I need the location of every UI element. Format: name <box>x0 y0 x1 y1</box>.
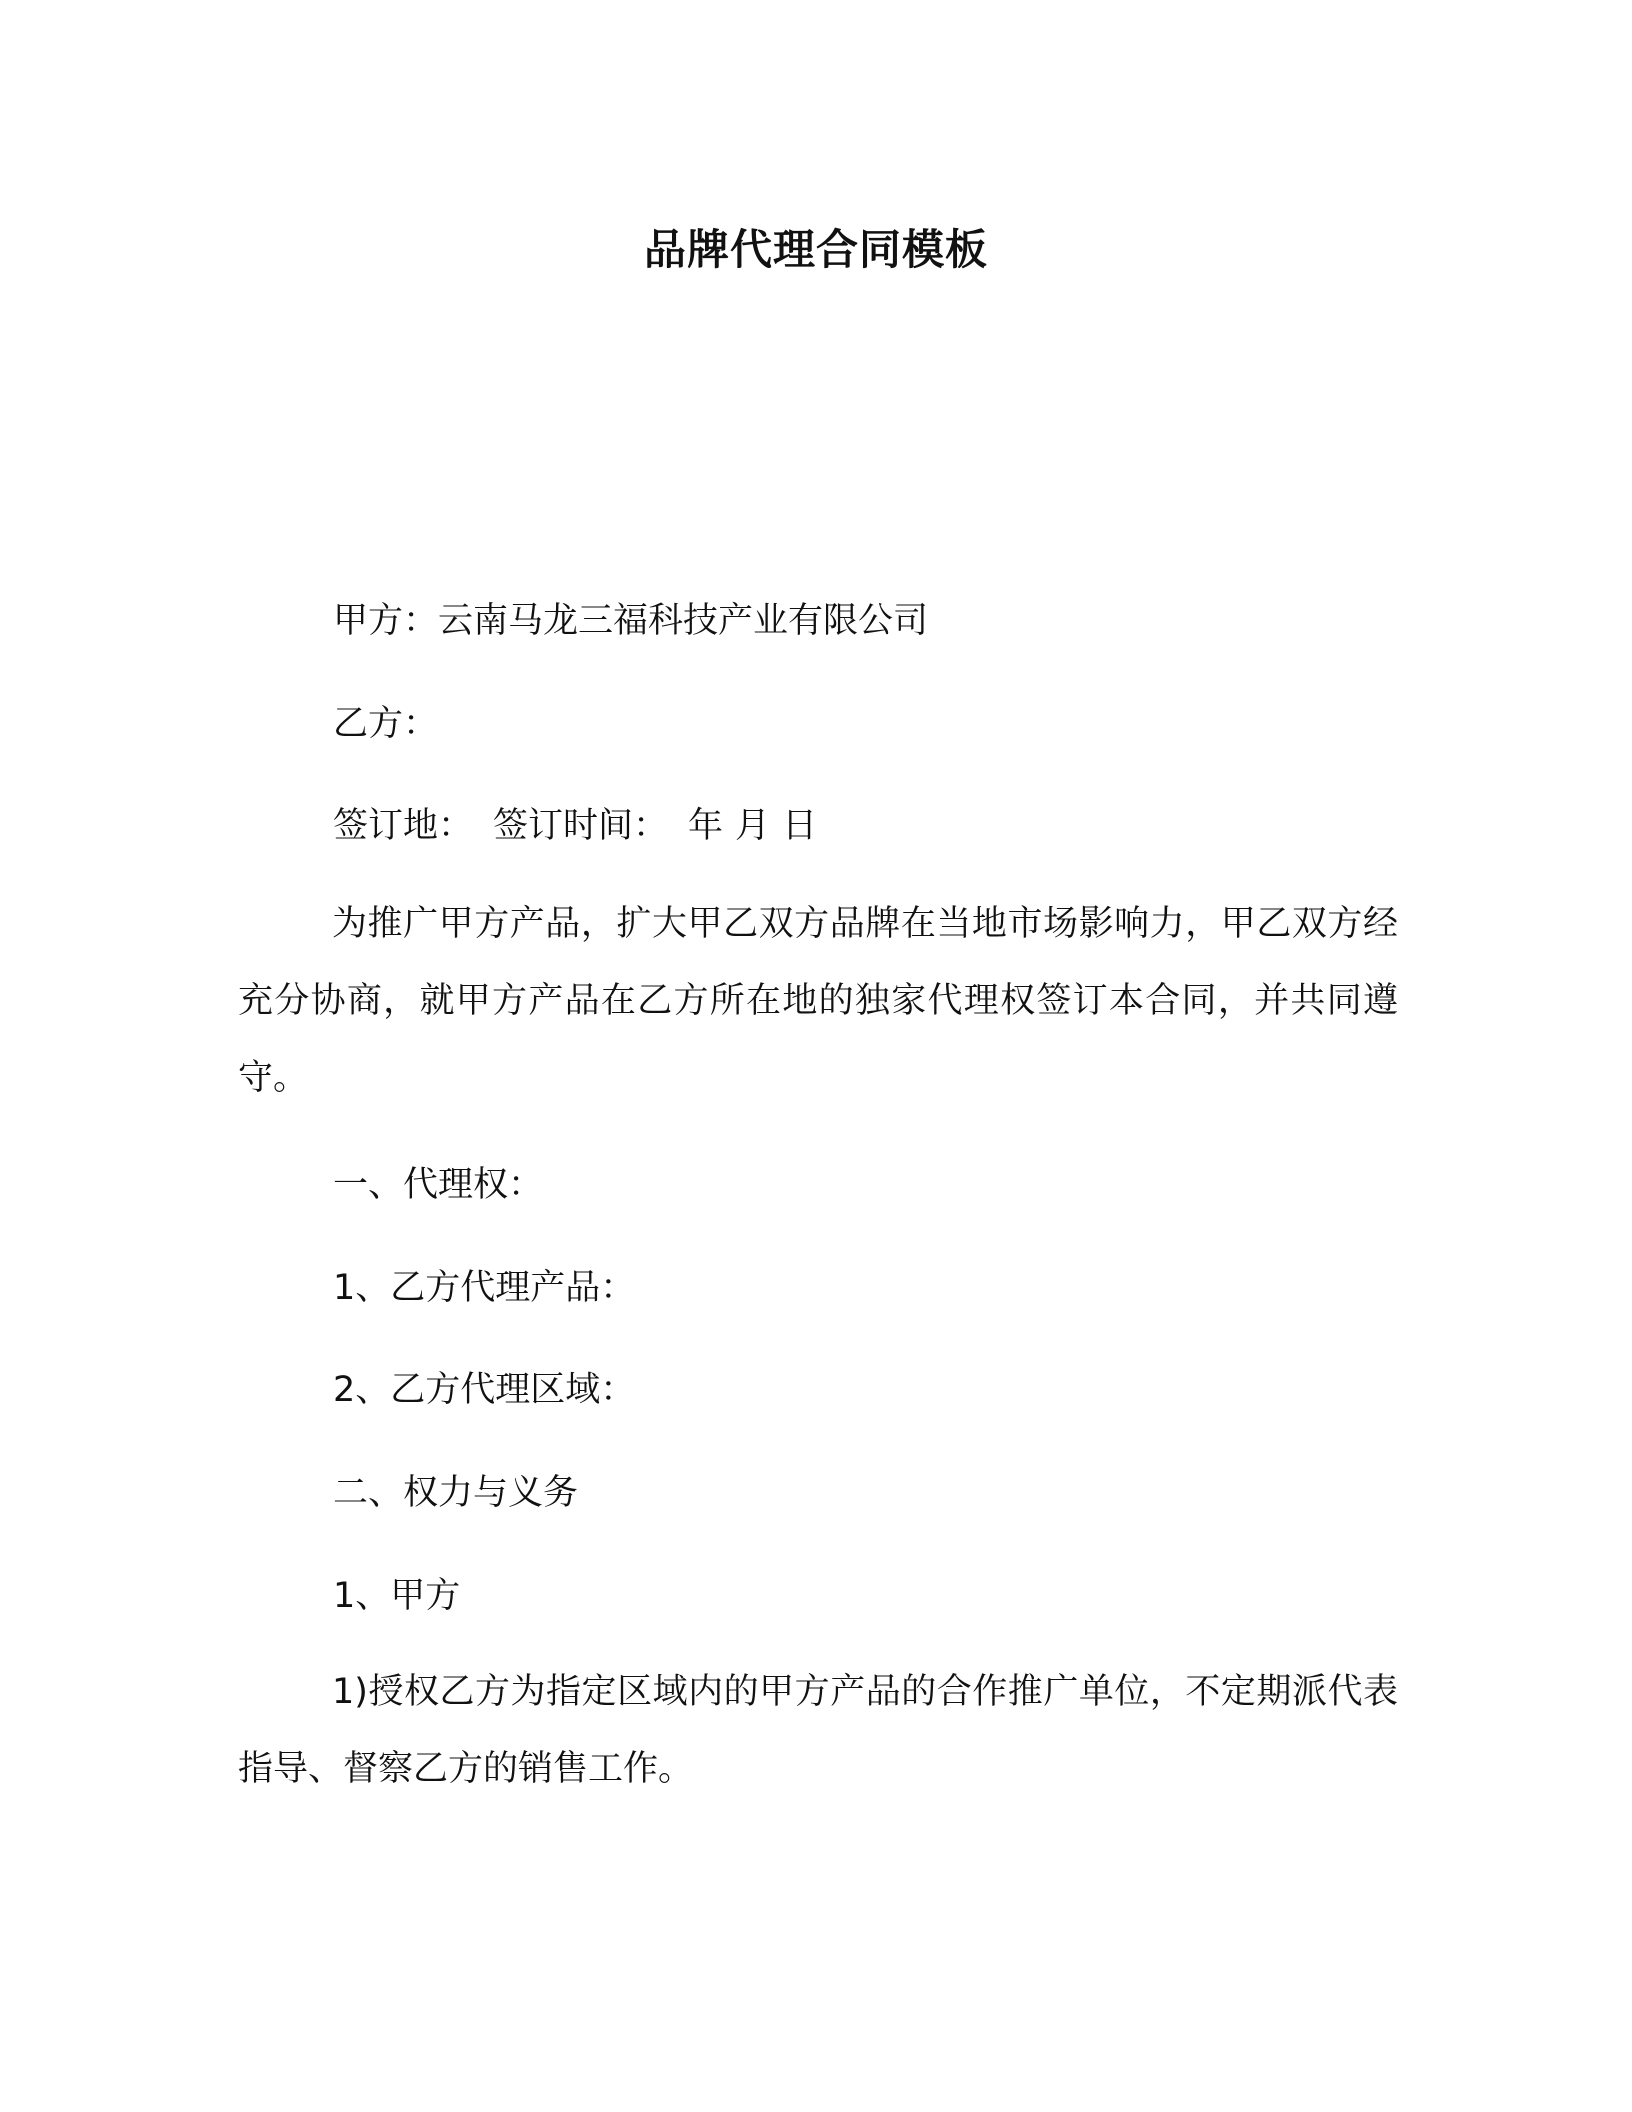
section-1-item-1: 1、乙方代理产品： <box>333 1268 636 1308</box>
section-1-heading: 一、代理权： <box>333 1165 544 1205</box>
section-1-item-2: 2、乙方代理区域： <box>333 1370 636 1410</box>
signing-date-year: 年 <box>688 806 724 846</box>
party-a-line <box>333 596 928 646</box>
signing-place-label: 签订地： <box>333 806 474 846</box>
section-2-sub-1-item-1: 1)授权乙方为指定区域内的甲方产品的合作推广单位，不定期派代表指导、督察乙方的销售工作。 <box>238 1672 1398 1789</box>
signing-date-day: 日 <box>782 806 818 846</box>
signing-line <box>333 801 817 851</box>
section-2-sub-1: 1、甲方 <box>333 1576 461 1616</box>
party-a-label: 甲方： <box>333 601 439 641</box>
preamble-paragraph: 为推广甲方产品，扩大甲乙双方品牌在当地市场影响力，甲乙双方经充分协商，就甲方产品在乙方所在地的独家代理权签订本合同，并共同遵守。 <box>238 904 1398 1098</box>
section-2-heading: 二、权力与义务 <box>333 1473 579 1513</box>
signing-date-month: 月 <box>735 806 771 846</box>
signing-time-label: 签订时间： <box>493 806 669 846</box>
party-a-value: 云南马龙三福科技产业有限公司 <box>438 601 929 641</box>
party-b-label: 乙方： <box>333 704 439 744</box>
party-b-line <box>333 699 438 749</box>
document-title: 品牌代理合同模板 <box>643 225 988 274</box>
